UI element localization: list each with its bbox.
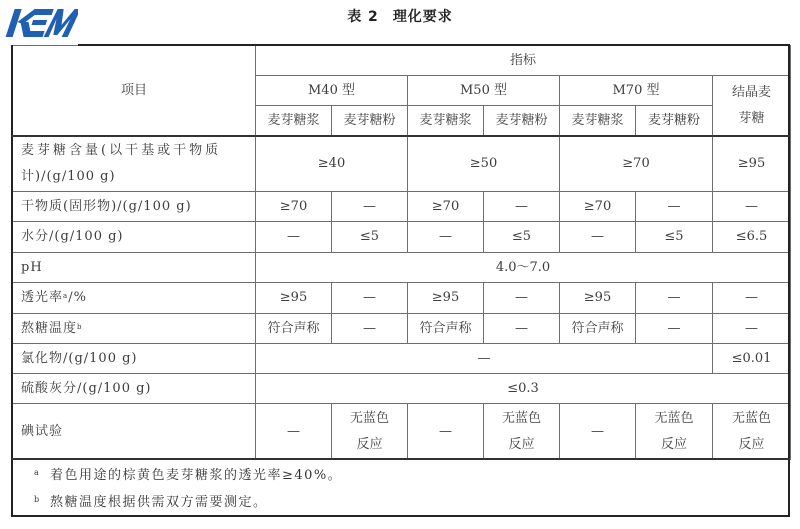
header-group-m50: M50 型: [408, 76, 560, 106]
reaction-line2: 反应: [508, 436, 535, 452]
value-cell: —: [484, 314, 560, 344]
header-item: 项目: [13, 46, 256, 137]
footnote-b: [34, 489, 342, 516]
value-cell: —: [560, 404, 636, 460]
reaction-line2: 反应: [356, 436, 383, 452]
footnote-mark: b: [34, 495, 41, 504]
value-cell: —: [256, 404, 332, 460]
value-cell: ≥70: [408, 192, 484, 222]
value-cell: —: [713, 314, 791, 344]
physicochemical-requirements-table: [12, 45, 791, 460]
table-row-chloride: [13, 344, 791, 374]
row-label: [13, 314, 256, 344]
reaction-line2: 反应: [660, 436, 687, 452]
row-label: 氯化物/(g/100 g): [13, 344, 256, 374]
header-crystal-line1: 结晶麦: [731, 85, 771, 100]
value-cell: 符合声称: [408, 314, 484, 344]
table-row-moisture: [13, 222, 791, 253]
table-number: 表 2: [347, 9, 379, 25]
value-m50: ≥50: [408, 137, 560, 192]
header-crystal-line2: 芽糖: [738, 111, 765, 126]
footnote-mark: a: [63, 292, 69, 300]
footnote-mark: b: [77, 322, 83, 331]
value-cell: —: [713, 192, 791, 222]
reaction-line1: 无蓝色: [654, 410, 694, 426]
value-span: ≤0.3: [256, 374, 791, 404]
subheader-m50-powder: 麦芽糖粉: [484, 106, 560, 137]
value-cell: —: [332, 283, 408, 314]
value-cell: —: [636, 192, 713, 222]
value-cell: ≤5: [636, 222, 713, 253]
value-crystal: ≥95: [713, 137, 791, 192]
header-group-m40: M40 型: [256, 76, 408, 106]
value-cell-reaction: [332, 404, 408, 460]
value-cell: —: [636, 314, 713, 344]
table-row-transmittance: [13, 283, 791, 314]
reaction-line1: 无蓝色: [349, 410, 389, 426]
header-indicator: 指标: [256, 46, 791, 76]
row-label-text: 熬糖温度: [21, 320, 78, 336]
value-cell: 符合声称: [256, 314, 332, 344]
footnote-text: 熬糖温度根据供需双方需要测定。: [50, 495, 268, 510]
subheader-m40-syrup: 麦芽糖浆: [256, 106, 332, 137]
row-label-line2: 计)/(g/100 g): [21, 169, 116, 184]
table-row-ph: [13, 253, 791, 283]
value-cell: ≥70: [256, 192, 332, 222]
value-cell: ≤6.5: [713, 222, 791, 253]
subheader-m70-syrup: 麦芽糖浆: [560, 106, 636, 137]
value-span: 4.0～7.0: [256, 253, 791, 283]
value-cell-reaction: [713, 404, 791, 460]
row-label: 碘试验: [13, 404, 256, 460]
subheader-m50-syrup: 麦芽糖浆: [408, 106, 484, 137]
value-cell: —: [484, 283, 560, 314]
row-label: [13, 137, 256, 192]
row-label-line1: 麦芽糖含量(以干基或干物质: [21, 143, 222, 158]
value-cell: —: [408, 404, 484, 460]
table-caption: 理化要求: [392, 9, 453, 25]
row-label: [13, 283, 256, 314]
value-cell: —: [332, 192, 408, 222]
value-span: —: [256, 344, 713, 374]
subheader-m70-powder: 麦芽糖粉: [636, 106, 713, 137]
footnotes: [34, 462, 342, 516]
row-label: 水分/(g/100 g): [13, 222, 256, 253]
footnote-a: [34, 462, 342, 489]
header-crystal-maltose: [713, 76, 791, 137]
table-row-dry-matter: [13, 192, 791, 222]
value-cell: ≥95: [256, 283, 332, 314]
value-cell: ≤5: [484, 222, 560, 253]
value-cell: ≥70: [560, 192, 636, 222]
reaction-line1: 无蓝色: [731, 410, 771, 426]
value-cell: —: [332, 314, 408, 344]
table-right-border: [788, 45, 790, 516]
table-top-rule: [78, 44, 790, 46]
value-cell: —: [256, 222, 332, 253]
footnote-mark: a: [34, 468, 41, 477]
value-cell-reaction: [484, 404, 560, 460]
value-cell: —: [713, 283, 791, 314]
footnote-text: 着色用途的棕黄色麦芽糖浆的透光率≥40%。: [50, 468, 343, 483]
row-label-text: 透光率: [21, 290, 64, 305]
footnote-separator: [11, 458, 790, 460]
value-m40: ≥40: [256, 137, 408, 192]
value-cell: ≥95: [408, 283, 484, 314]
value-cell: —: [560, 222, 636, 253]
row-label: pH: [13, 253, 256, 283]
value-crystal: ≤0.01: [713, 344, 791, 374]
value-cell: ≤5: [332, 222, 408, 253]
value-cell: —: [408, 222, 484, 253]
table-row-maltose-content: [13, 137, 791, 192]
reaction-line2: 反应: [738, 436, 765, 452]
header-separator: [11, 135, 790, 137]
value-cell-reaction: [636, 404, 713, 460]
value-cell: —: [636, 283, 713, 314]
row-label: 干物质(固形物)/(g/100 g): [13, 192, 256, 222]
table-row-iodine-test: [13, 404, 791, 460]
table-title: [0, 6, 800, 26]
subheader-m40-powder: 麦芽糖粉: [332, 106, 408, 137]
reaction-line1: 无蓝色: [501, 410, 541, 426]
value-cell: 符合声称: [560, 314, 636, 344]
value-cell: ≥95: [560, 283, 636, 314]
table-left-border: [11, 45, 13, 516]
table-row-sulfated-ash: [13, 374, 791, 404]
row-label-unit: /%: [68, 290, 87, 305]
header-group-m70: M70 型: [560, 76, 713, 106]
table-row-boiling-temp: [13, 314, 791, 344]
row-label: 硫酸灰分/(g/100 g): [13, 374, 256, 404]
value-m70: ≥70: [560, 137, 713, 192]
value-cell: —: [484, 192, 560, 222]
